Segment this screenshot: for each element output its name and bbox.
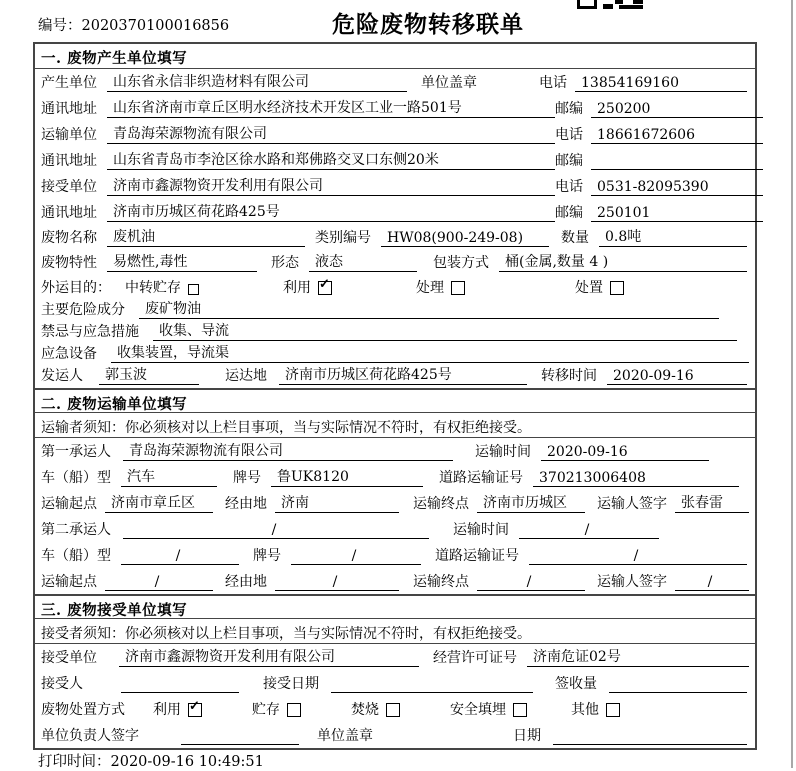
form-state-label: 形态 — [271, 255, 299, 271]
emergency-measures-label: 禁忌与应急措施 — [41, 324, 139, 340]
first-carrier-value: 青岛海荣源物流有限公司 — [123, 440, 453, 461]
hazard-component-label: 主要危险成分 — [41, 302, 125, 318]
responsible-signature-label: 单位负责人签字 — [41, 728, 139, 744]
page-edge-line — [791, 0, 793, 768]
acceptor-value — [121, 676, 239, 693]
producer-unit-label: 产生单位 — [41, 75, 97, 91]
row-hazard-component — [35, 300, 755, 322]
row-waste-property — [35, 250, 755, 275]
phone-value: 13854169160 — [575, 75, 747, 92]
terminus-label: 运输终点 — [413, 496, 469, 512]
postcode-label: 邮编 — [555, 153, 583, 169]
via-label: 经由地 — [225, 496, 267, 512]
checkbox-icon[interactable] — [606, 703, 620, 717]
vehicle-type-label: 车（船）型 — [41, 470, 111, 486]
license-number-value: 济南危证02号 — [527, 646, 749, 667]
origin-label: 运输起点 — [41, 496, 97, 512]
phone-label: 电话 — [539, 75, 567, 91]
accept-date-value — [331, 676, 533, 693]
road-permit-value: 370213006408 — [533, 470, 739, 487]
row-responsible-signature — [35, 722, 755, 748]
checkbox-icon[interactable] — [318, 277, 332, 295]
qr-block — [633, 0, 643, 4]
quantity-label: 数量 — [561, 230, 589, 246]
address-value: 济南市历城区荷花路425号 — [107, 201, 555, 222]
plate-number-value: / — [291, 548, 421, 565]
responsible-signature-value — [181, 728, 299, 745]
purpose-option-storage — [125, 277, 199, 297]
category-code-label: 类别编号 — [315, 230, 371, 246]
postcode-label: 邮编 — [555, 205, 583, 221]
plate-number-label: 牌号 — [233, 470, 261, 486]
section2-notice: 运输者须知：你必须核对以上栏目事项，当与实际情况不符时，有权拒绝接受。 — [35, 413, 755, 438]
purpose-option-treat — [416, 277, 465, 297]
terminus-label: 运输终点 — [413, 574, 469, 590]
checkbox-icon[interactable] — [386, 703, 400, 717]
acceptor-label: 接受人 — [41, 676, 83, 692]
accept-date-label: 接受日期 — [263, 676, 319, 692]
checkbox-icon[interactable] — [188, 284, 199, 295]
print-time-value: 2020-09-16 10:49:51 — [110, 754, 264, 770]
disposal-option-storage — [252, 699, 301, 719]
qr-code-fragment-icon — [577, 0, 645, 10]
row-vehicle-type-1 — [35, 464, 755, 490]
waste-name-value: 废机油 — [107, 226, 305, 247]
checkbox-icon[interactable] — [287, 703, 301, 717]
unit-seal-label: 单位盖章 — [421, 75, 477, 91]
section1-title: 一. 废物产生单位填写 — [35, 44, 755, 69]
date-label: 日期 — [513, 728, 541, 744]
row-transport-address — [35, 147, 755, 173]
checkbox-label: 焚烧 — [351, 702, 379, 718]
origin-value: 济南市章丘区 — [105, 492, 213, 513]
transport-time-label: 运输时间 — [475, 444, 531, 460]
row-disposal-method — [35, 696, 755, 722]
purpose-option-utilize — [283, 277, 332, 297]
producer-unit-value: 山东省永信非织造材料有限公司 — [107, 71, 407, 92]
row-vehicle-type-2 — [35, 542, 755, 568]
quantity-value: 0.8吨 — [599, 226, 747, 247]
transport-unit-label: 运输单位 — [41, 127, 97, 143]
via-value: 济南 — [275, 492, 399, 513]
carrier-signature-label: 运输人签字 — [597, 496, 667, 512]
accept-unit-label: 接受单位 — [41, 650, 97, 666]
waste-property-label: 废物特性 — [41, 255, 97, 271]
section2-title: 二. 废物运输单位填写 — [35, 388, 755, 413]
destination-value: 济南市历城区荷花路425号 — [279, 364, 527, 385]
category-code-value: HW08(900-249-08) — [381, 230, 549, 247]
row-route-2 — [35, 568, 755, 594]
vehicle-type-value: 汽车 — [121, 466, 217, 487]
address-value: 山东省济南市章丘区明水经济技术开发区工业一路501号 — [107, 97, 555, 118]
hazard-component-value: 废矿物油 — [139, 298, 719, 319]
document-serial — [38, 14, 229, 35]
row-transfer-purpose — [35, 275, 755, 300]
transport-time-value: / — [519, 522, 659, 539]
transfer-time-label: 转移时间 — [541, 368, 597, 384]
check-mark: ✓ — [319, 277, 330, 292]
vehicle-type-label: 车（船）型 — [41, 548, 111, 564]
row-receiver-unit — [35, 173, 755, 199]
road-permit-label: 道路运输证号 — [439, 470, 523, 486]
packaging-value: 桶(金属,数量 4 ) — [499, 251, 747, 272]
second-carrier-label: 第二承运人 — [41, 522, 111, 538]
page-title: 危险废物转移联单 — [332, 11, 524, 38]
qr-block — [619, 5, 643, 9]
row-waste-name — [35, 225, 755, 250]
via-value: / — [275, 574, 399, 591]
waste-name-label: 废物名称 — [41, 230, 97, 246]
checkbox-icon[interactable] — [610, 281, 624, 295]
check-mark: ✓ — [189, 699, 200, 714]
receiver-unit-label: 接受单位 — [41, 179, 97, 195]
emergency-equipment-label: 应急设备 — [41, 346, 97, 362]
transport-time-value: 2020-09-16 — [541, 444, 709, 461]
waste-property-value: 易燃性,毒性 — [107, 251, 257, 272]
carrier-signature-label: 运输人签字 — [597, 574, 667, 590]
address-label: 通讯地址 — [41, 205, 97, 221]
transfer-time-value: 2020-09-16 — [607, 368, 747, 385]
row-route-1 — [35, 490, 755, 516]
row-accept-unit — [35, 644, 755, 670]
qr-block — [615, 0, 623, 4]
unit-seal-label: 单位盖章 — [317, 728, 373, 744]
section3-title: 三. 废物接受单位填写 — [35, 594, 755, 619]
row-receiver-address — [35, 199, 755, 225]
consignor-label: 发运人 — [41, 368, 83, 384]
origin-value: / — [105, 574, 213, 591]
phone-value: 18661672606 — [591, 127, 763, 144]
qr-block — [603, 4, 613, 9]
destination-label: 运达地 — [225, 368, 267, 384]
via-label: 经由地 — [225, 574, 267, 590]
address-label: 通讯地址 — [41, 153, 97, 169]
emergency-equipment-value: 收集装置，导流渠 — [111, 342, 749, 363]
disposal-option-utilize — [153, 699, 202, 719]
origin-label: 运输起点 — [41, 574, 97, 590]
transport-unit-value: 青岛海荣源物流有限公司 — [107, 123, 555, 144]
checkbox-label: 处理 — [416, 280, 444, 296]
transfer-purpose-label: 外运目的： — [41, 280, 111, 296]
serial-label: 编号： — [38, 18, 82, 34]
phone-label: 电话 — [555, 179, 583, 195]
row-transport-unit — [35, 121, 755, 147]
row-emergency-measures — [35, 322, 755, 344]
phone-label: 电话 — [555, 127, 583, 143]
consignor-value: 郭玉波 — [99, 364, 199, 385]
road-permit-label: 道路运输证号 — [435, 548, 519, 564]
form-state-value: 液态 — [309, 251, 417, 272]
checkbox-icon[interactable] — [513, 703, 527, 717]
road-permit-value: / — [529, 548, 747, 565]
received-amount-label: 签收量 — [555, 676, 597, 692]
row-producer-unit — [35, 69, 755, 95]
serial-value: 2020370100016856 — [81, 18, 230, 34]
qr-block — [577, 0, 597, 9]
phone-value: 0531-82095390 — [591, 179, 763, 196]
checkbox-label: 贮存 — [252, 702, 280, 718]
print-time-label: 打印时间： — [38, 754, 111, 770]
row-producer-address — [35, 95, 755, 121]
row-acceptor — [35, 670, 755, 696]
row-emergency-equipment — [35, 344, 755, 366]
row-consignor — [35, 366, 755, 388]
checkbox-label: 利用 — [153, 702, 181, 718]
postcode-value — [591, 153, 763, 170]
checkbox-label: 处置 — [575, 280, 603, 296]
plate-number-value: 鲁UK8120 — [271, 466, 423, 487]
accept-unit-value: 济南市鑫源物资开发利用有限公司 — [119, 646, 419, 667]
receiver-unit-value: 济南市鑫源物资开发利用有限公司 — [107, 175, 555, 196]
license-number-label: 经营许可证号 — [433, 650, 517, 666]
checkbox-label: 安全填埋 — [450, 702, 506, 718]
row-second-carrier — [35, 516, 755, 542]
received-amount-value — [609, 676, 747, 693]
terminus-value: / — [477, 574, 585, 591]
date-value — [553, 728, 747, 745]
transport-time-label: 运输时间 — [453, 522, 509, 538]
checkbox-label: 中转贮存 — [125, 280, 181, 296]
address-label: 通讯地址 — [41, 101, 97, 117]
checkbox-label: 利用 — [283, 280, 311, 296]
manifest-form — [33, 42, 757, 750]
packaging-label: 包装方式 — [433, 255, 489, 271]
address-value: 山东省青岛市李沧区徐水路和郑佛路交叉口东侧20米 — [107, 149, 555, 170]
carrier-signature-value: / — [675, 574, 749, 591]
vehicle-type-value: / — [121, 548, 239, 565]
checkbox-icon[interactable] — [451, 281, 465, 295]
first-carrier-label: 第一承运人 — [41, 444, 111, 460]
second-carrier-value: / — [123, 522, 429, 539]
purpose-option-dispose — [575, 277, 624, 297]
disposal-option-incinerate — [351, 699, 400, 719]
checkbox-label: 其他 — [571, 702, 599, 718]
emergency-measures-value: 收集、导流 — [153, 320, 737, 341]
disposal-method-label: 废物处置方式 — [41, 702, 125, 718]
carrier-signature-value: 张春雷 — [675, 492, 749, 513]
checkbox-icon[interactable] — [188, 699, 202, 717]
disposal-option-landfill — [450, 699, 527, 719]
terminus-value: 济南市历城区 — [477, 492, 585, 513]
plate-number-label: 牌号 — [253, 548, 281, 564]
postcode-value: 250101 — [591, 205, 763, 222]
row-first-carrier — [35, 438, 755, 464]
disposal-option-other — [571, 699, 620, 719]
section3-notice: 接受者须知：你必须核对以上栏目事项，当与实际情况不符时，有权拒绝接受。 — [35, 619, 755, 644]
postcode-value: 250200 — [591, 101, 763, 118]
postcode-label: 邮编 — [555, 101, 583, 117]
